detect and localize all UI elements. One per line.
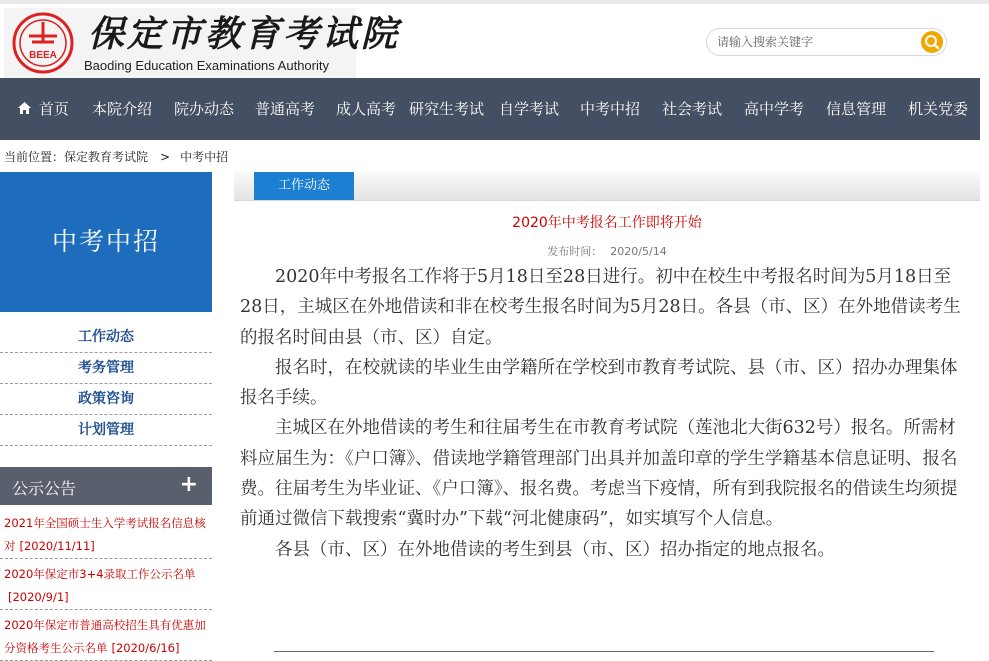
- notice-item-date: [2020/6/16]: [111, 641, 180, 655]
- sidebar-item-policy[interactable]: 政策咨询: [0, 384, 212, 415]
- nav-about[interactable]: 本院介绍: [92, 100, 153, 118]
- sidebar-item-work-news[interactable]: 工作动态: [0, 322, 212, 353]
- breadcrumb: [4, 148, 228, 165]
- nav-office-news[interactable]: 院办动态: [174, 100, 235, 118]
- notice-header: [0, 467, 212, 505]
- nav-graduate-exam[interactable]: 研究生考试: [409, 100, 485, 118]
- tab-work-news[interactable]: 工作动态: [254, 172, 354, 200]
- article-paragraph: 主城区在外地借读的考生和往届考生在市教育考试院（莲池北大街632号）报名。所需材料应届生为：《户口簿》、借读地学籍管理部门出具并加盖印章的学生学籍基本信息证明、报名费。往届考生为毕业证、《户口簿》、报名费。考虑当下疫情，所有到我院报名的借读生均须提前通过微信下载搜索“冀时办”下载“河北健康码”，如实填写个人信息。: [240, 418, 958, 530]
- notice-item[interactable]: [0, 559, 212, 610]
- seal-icon: [12, 12, 74, 74]
- search-input[interactable]: [717, 32, 907, 52]
- sidebar-item-plan[interactable]: 计划管理: [0, 415, 212, 446]
- nav-adult-exam[interactable]: 成人高考: [336, 100, 397, 118]
- notice-item[interactable]: [0, 610, 212, 661]
- article-title: 2020年中考报名工作即将开始: [512, 215, 702, 231]
- nav-social-exam[interactable]: 社会考试: [662, 100, 723, 118]
- home-icon: [18, 103, 35, 117]
- logo-chinese-title: 保定市教育考试院: [88, 13, 401, 55]
- search-icon: [921, 31, 943, 53]
- notice-item-title: 2020年保定市3+4录取工作公示名单: [4, 567, 196, 581]
- nav-home-label: 首页: [38, 100, 69, 118]
- sidebar-menu: [0, 322, 212, 446]
- site-header: [0, 4, 989, 78]
- article-paragraph: 各县（市、区）在外地借读的考生到县（市、区）招办指定的地点报名。: [275, 539, 835, 560]
- nav-party[interactable]: 机关党委: [908, 100, 969, 118]
- search-box: [706, 28, 947, 56]
- notice-list: [0, 508, 212, 661]
- content-tab-bar: [234, 172, 980, 201]
- notice-item[interactable]: [0, 508, 212, 559]
- search-button[interactable]: [921, 31, 943, 53]
- plus-icon[interactable]: +: [179, 472, 198, 497]
- article-date: 2020/5/14: [610, 245, 667, 258]
- content-divider: [274, 651, 934, 652]
- nav-gaokao[interactable]: 普通高考: [255, 100, 316, 118]
- breadcrumb-current[interactable]: 中考中招: [180, 150, 229, 164]
- logo-english-title: Baoding Education Examinations Authority: [84, 58, 329, 73]
- article-body: [240, 262, 970, 565]
- sidebar-banner: 中考中招: [0, 172, 212, 312]
- site-logo[interactable]: [4, 8, 401, 78]
- notice-item-date: [2020/9/1]: [8, 590, 69, 604]
- notice-item-title: 2021年全国硕士生入学考试报名信息核对: [4, 516, 206, 553]
- article-date-label: 发布时间：: [547, 245, 603, 258]
- article-paragraph: 2020年中考报名工作将于5月18日至28日进行。初中在校生中考报名时间为5月18日至28日，主城区在外地借读和非在校考生报名时间为5月28日。各县（市、区）在外地借读考生的报名时间由县（市、区）自定。: [240, 267, 961, 348]
- notice-item-date: [2020/11/11]: [19, 539, 95, 553]
- nav-xuekao[interactable]: 高中学考: [744, 100, 805, 118]
- nav-info-mgmt[interactable]: 信息管理: [826, 100, 887, 118]
- notice-item-title: 2020年保定市普通高校招生具有优惠加分资格考生公示名单: [4, 618, 206, 655]
- article-meta: [234, 243, 980, 259]
- notice-title: 公示公告: [12, 479, 77, 498]
- nav-self-study[interactable]: 自学考试: [499, 100, 560, 118]
- svg-text:BEEA: BEEA: [29, 50, 57, 61]
- sidebar-item-exam-affairs[interactable]: 考务管理: [0, 353, 212, 384]
- breadcrumb-home-link[interactable]: 保定教育考试院: [64, 150, 149, 164]
- breadcrumb-prefix: 当前位置：: [4, 150, 65, 164]
- main-nav: [0, 78, 980, 140]
- article-paragraph: 报名时，在校就读的毕业生由学籍所在学校到市教育考试院、县（市、区）招办办理集体报名手续。: [240, 357, 958, 409]
- breadcrumb-separator: >: [160, 150, 171, 164]
- nav-zhongkao[interactable]: 中考中招: [580, 100, 641, 118]
- nav-home[interactable]: [18, 78, 69, 140]
